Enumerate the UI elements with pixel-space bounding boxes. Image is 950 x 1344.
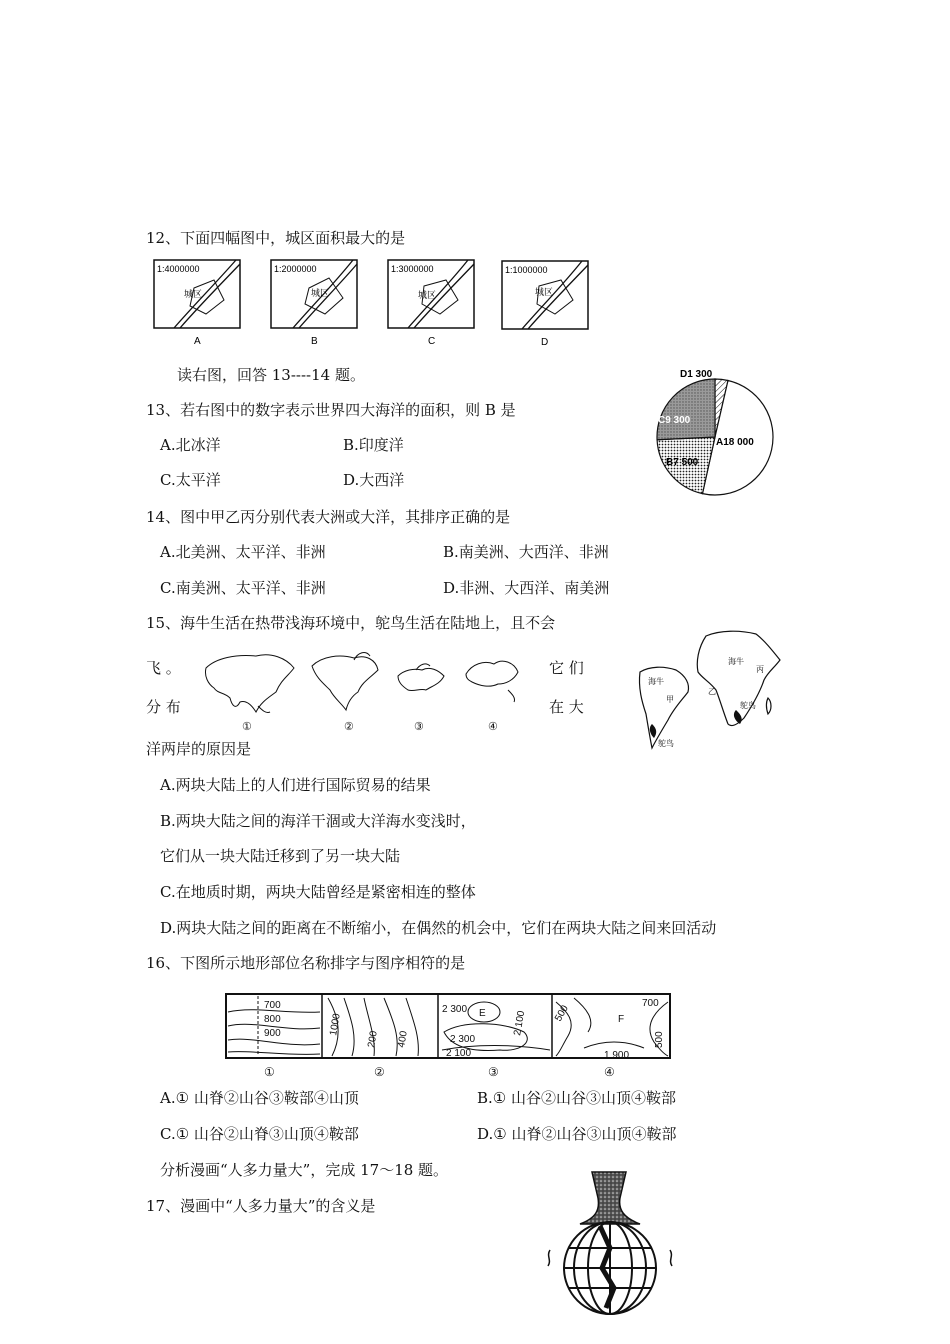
q16-option-c: C.① 山谷②山脊③山顶④鞍部 xyxy=(160,1125,359,1143)
q16-option-d: D.① 山脊②山谷③山顶④鞍部 xyxy=(477,1125,677,1143)
label-manatee-africa: 海牛 xyxy=(728,657,744,666)
contour-p4-1900: 1 900 xyxy=(604,1050,630,1061)
pie-label-a: A18 000 xyxy=(716,437,754,448)
pie-label-c: C9 300 xyxy=(658,415,691,426)
map-b xyxy=(271,260,357,347)
ocean-pie-chart xyxy=(640,365,790,500)
contour-p3-2300b: 2 300 xyxy=(450,1034,476,1045)
map-a-area: 城区 xyxy=(184,290,203,300)
panel-num-4: ④ xyxy=(604,1065,615,1079)
q14-option-b: B.南美洲、大西洋、非洲 xyxy=(443,543,609,561)
label-ostrich-sa: 鸵鸟 xyxy=(658,739,674,748)
africa-south-america-map xyxy=(628,628,788,753)
q16-option-b: B.① 山谷②山谷③山顶④鞍部 xyxy=(477,1089,677,1107)
contour-maps xyxy=(224,992,674,1082)
label-jia: 甲 xyxy=(666,695,674,704)
cartoon-globe xyxy=(540,1168,680,1318)
map-2-north-america xyxy=(312,653,378,733)
q13-stem: 13、若右图中的数字表示世界四大海洋的面积，则 B 是 xyxy=(146,401,516,419)
map-b-letter: B xyxy=(311,336,318,347)
panel-num-3: ③ xyxy=(488,1065,499,1079)
contour-p4-f: F xyxy=(618,1014,625,1025)
panel-num-2: ② xyxy=(374,1065,385,1079)
map-d-scale: 1:1000000 xyxy=(505,265,548,275)
contour-p3-2100b: 2 100 xyxy=(512,1009,528,1037)
map-a-letter: A xyxy=(194,336,201,347)
q15-line3-right: 在 大 xyxy=(549,698,584,716)
contour-p4-500b: 500 xyxy=(654,1031,665,1048)
map-d xyxy=(501,260,591,348)
continent-maps xyxy=(196,640,536,735)
q14-option-d: D.非洲、大西洋、南美洲 xyxy=(443,579,610,597)
q12-maps xyxy=(152,258,512,348)
contour-p2-1000: 1000 xyxy=(328,1012,343,1037)
q15-line1: 15、海牛生活在热带浅海环境中，鸵鸟生活在陆地上，且不会 xyxy=(146,614,556,632)
pie-slice-c xyxy=(657,379,715,440)
pie-label-d: D1 300 xyxy=(680,369,713,380)
q13-option-d: D.大西洋 xyxy=(343,471,405,489)
map-d-letter: D xyxy=(541,337,549,348)
map-c-scale: 1:3000000 xyxy=(391,264,434,274)
contour-p1-900: 900 xyxy=(264,1028,281,1039)
map-a-scale: 1:4000000 xyxy=(157,264,200,274)
q15-line2-left: 飞 。 xyxy=(146,659,181,677)
q15-line3-left: 分 布 xyxy=(146,698,181,716)
map-num-1: ① xyxy=(242,720,252,733)
map-b-area: 城区 xyxy=(311,289,330,299)
contour-p4-500a: 500 xyxy=(553,1003,571,1024)
label-manatee-sa: 海牛 xyxy=(648,677,664,686)
map-a xyxy=(154,260,240,347)
q15-line4: 洋两岸的原因是 xyxy=(146,740,252,758)
q15-option-a: A.两块大陆上的人们进行国际贸易的结果 xyxy=(160,776,431,794)
q16-option-a: A.① 山脊②山谷③鞍部④山顶 xyxy=(160,1089,359,1107)
contour-p3-2300a: 2 300 xyxy=(442,1004,468,1015)
q17-stem: 17、漫画中“人多力量大”的含义是 xyxy=(146,1197,376,1215)
q15-option-d: D.两块大陆之间的距离在不断缩小，在偶然的机会中，它们在两块大陆之间来回活动 xyxy=(160,919,717,937)
q15-option-b-cont: 它们从一块大陆迁移到了另一块大陆 xyxy=(160,847,401,865)
q15-option-b: B.两块大陆之间的海洋干涸或大洋海水变浅时， xyxy=(160,812,476,830)
map-num-4: ④ xyxy=(488,720,498,733)
q15-option-c: C.在地质时期，两块大陆曾经是紧密相连的整体 xyxy=(160,883,476,901)
label-ostrich-africa: 鸵鸟 xyxy=(740,701,756,710)
map-1-eurasia xyxy=(205,655,294,733)
q14-stem: 14、图中甲乙丙分别代表大洲或大洋，其排序正确的是 xyxy=(146,508,511,526)
map-3-europe xyxy=(398,664,444,733)
q13-option-c: C.太平洋 xyxy=(160,471,221,489)
q13-option-b: B.印度洋 xyxy=(343,436,404,454)
q14-option-c: C.南美洲、太平洋、非洲 xyxy=(160,579,326,597)
map-b-scale: 1:2000000 xyxy=(274,264,317,274)
q16-stem: 16、下图所示地形部位名称排字与图序相符的是 xyxy=(146,954,466,972)
label-bing: 丙 xyxy=(756,665,764,674)
contour-p3-2100a: 2 100 xyxy=(446,1048,472,1059)
label-yi: 乙 xyxy=(708,687,716,696)
q15-line2-right: 它 们 xyxy=(549,659,584,677)
q13-option-a: A.北冰洋 xyxy=(160,436,221,454)
intro-17-18: 分析漫画“人多力量大”，完成 17～18 题。 xyxy=(160,1161,449,1179)
contour-p2-400: 400 xyxy=(396,1030,410,1049)
pie-label-b: B7 500 xyxy=(666,457,699,468)
map-c xyxy=(388,260,474,347)
map-c-area: 城区 xyxy=(418,291,437,301)
contour-p4-700: 700 xyxy=(642,998,659,1009)
contour-p3-e: E xyxy=(479,1008,486,1019)
q12-stem: 12、下面四幅图中，城区面积最大的是 xyxy=(146,229,406,247)
map-num-2: ② xyxy=(344,720,354,733)
contour-p1-800: 800 xyxy=(264,1014,281,1025)
intro-13-14: 读右图，回答 13----14 题。 xyxy=(177,366,365,384)
map-d-area: 城区 xyxy=(535,288,554,298)
madagascar xyxy=(767,698,772,714)
contour-p1-700: 700 xyxy=(264,1000,281,1011)
map-num-3: ③ xyxy=(414,720,424,733)
map-4-oceania xyxy=(466,661,518,733)
q14-option-a: A.北美洲、太平洋、非洲 xyxy=(160,543,326,561)
contour-p2-200: 200 xyxy=(366,1030,380,1049)
map-c-letter: C xyxy=(428,336,436,347)
panel-num-1: ① xyxy=(264,1065,275,1079)
